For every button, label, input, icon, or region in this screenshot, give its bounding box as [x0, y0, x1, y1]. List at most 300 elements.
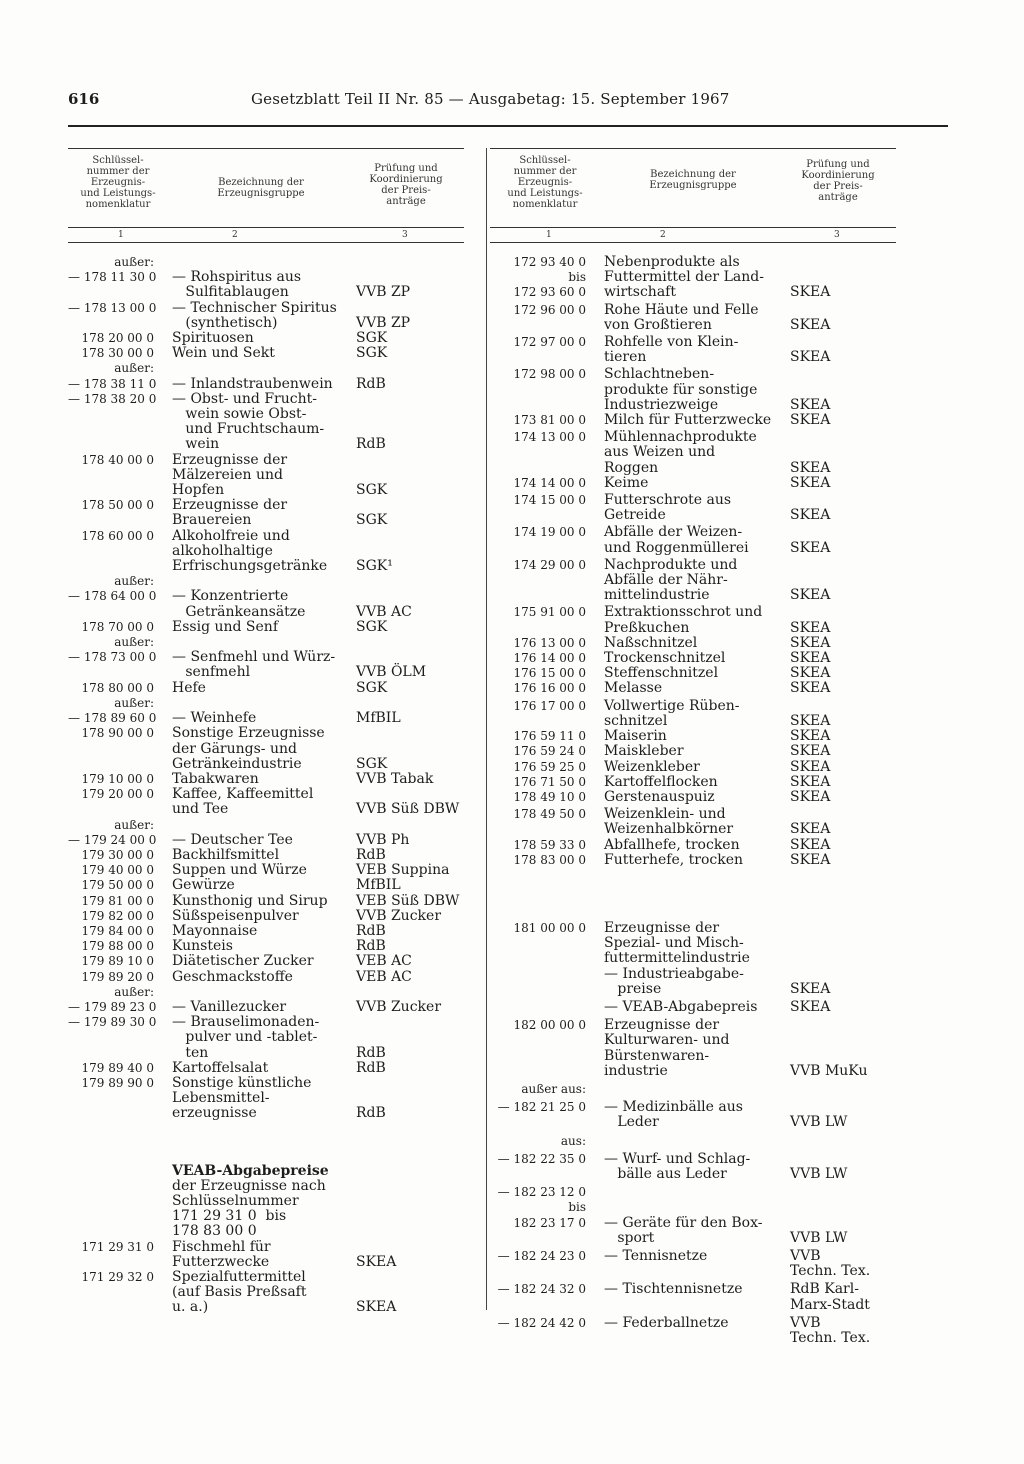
- table-row: [68, 681, 464, 696]
- table-row: [490, 1100, 896, 1130]
- authority: VVB LW: [790, 1165, 848, 1182]
- table-row: [68, 894, 464, 909]
- group-name: Melasse: [604, 680, 663, 697]
- group-name: — Konzentrierte Getränkeansätze: [172, 588, 306, 620]
- table-row: [68, 301, 464, 331]
- table-row: [68, 909, 464, 924]
- group-name: Kaffee, Kaffeemittel und Tee: [172, 786, 314, 818]
- key-number: 171 29 31 0: [81, 1239, 154, 1254]
- left-table-body: [68, 255, 464, 1316]
- authority: VVB ZP: [356, 314, 411, 331]
- group-name: Rohe Häute und Felle von Großtieren: [604, 301, 759, 333]
- authority: SKEA: [790, 665, 831, 682]
- header-rule-right-2: [490, 242, 896, 243]
- right-table-body: [490, 255, 896, 1346]
- authority: VVB LW: [790, 1114, 848, 1131]
- table-row: [68, 650, 464, 680]
- authority: SGK: [356, 755, 388, 772]
- authority: RdB: [356, 1059, 386, 1076]
- key-number: 175 91 00 0: [513, 605, 586, 620]
- group-name: [600, 1134, 786, 1149]
- key-number: 176 17 00 0: [513, 698, 586, 713]
- spacer: [68, 1122, 464, 1164]
- table-row: [490, 921, 896, 997]
- group-name: — Medizinbälle aus Leder: [604, 1099, 743, 1131]
- col2-header-right: Bezeichnung der Erzeugnisgruppe: [649, 169, 737, 191]
- authority: SKEA: [790, 758, 831, 775]
- authority: SKEA: [356, 1299, 397, 1316]
- col2-number-right: 2: [660, 230, 666, 240]
- table-row: [490, 605, 896, 635]
- authority: SKEA: [790, 396, 831, 413]
- group-name: — Senfmehl und Würz- senfmehl: [172, 649, 336, 681]
- authority: RdB Karl- Marx-Stadt: [790, 1281, 870, 1313]
- group-name: Futterhefe, trocken: [604, 851, 744, 868]
- group-name: — Deutscher Tee: [172, 831, 293, 848]
- table-row: [68, 970, 464, 985]
- group-name: — Geräte für den Box- sport: [604, 1214, 763, 1246]
- key-number: 178 80 00 0: [81, 680, 154, 695]
- table-row: [68, 270, 464, 300]
- group-name: — Brauselimonaden- pulver und -tablet- ten: [172, 1014, 320, 1061]
- key-number: 178 70 00 0: [81, 619, 154, 634]
- authority: SKEA: [790, 728, 831, 745]
- group-name: [168, 574, 352, 589]
- table-row: [490, 335, 896, 365]
- key-number: außer:: [114, 255, 154, 269]
- authority: SKEA: [790, 412, 831, 429]
- authority: SKEA: [790, 284, 831, 301]
- key-number: — 182 21 25 0: [497, 1100, 586, 1115]
- table-row: [68, 696, 464, 711]
- table-row: [490, 413, 896, 428]
- key-number: — 182 22 35 0: [497, 1151, 586, 1166]
- key-number: — 178 11 30 0: [68, 270, 157, 285]
- authority: SKEA: [790, 650, 831, 667]
- header-rule-right-1: [490, 227, 896, 228]
- authority: SGK: [356, 330, 388, 347]
- key-number: — 178 89 60 0: [68, 711, 157, 726]
- key-number: außer:: [114, 984, 154, 999]
- authority: VVB Techn. Tex.: [790, 1247, 871, 1280]
- authority: SGK: [356, 618, 388, 635]
- group-name: Milch für Futterzwecke: [604, 412, 772, 429]
- group-name: Weizenklein- und Weizenhalbkörner: [604, 806, 734, 838]
- group-name: — VEAB-Abgabepreis: [604, 998, 758, 1015]
- authority: SKEA: [790, 743, 831, 760]
- key-number: 182 00 00 0: [513, 1018, 586, 1033]
- group-name: — Obst- und Frucht- wein sowie Obst- und Fruchtschaum- wein: [172, 390, 325, 453]
- table-row: [68, 589, 464, 619]
- authority: VVB MuKu: [790, 1062, 868, 1079]
- group-name: Kunsthonig und Sirup: [172, 892, 328, 909]
- table-row: [68, 711, 464, 726]
- table-row: [68, 1000, 464, 1015]
- table-row: [68, 985, 464, 1000]
- table-row: [490, 775, 896, 790]
- authority: VEB Suppina: [356, 862, 450, 879]
- key-number: außer:: [114, 361, 154, 376]
- key-number: — 179 89 23 0: [68, 999, 157, 1014]
- key-number: 179 40 00 0: [81, 863, 154, 878]
- key-number: 181 00 00 0: [513, 920, 586, 935]
- table-row: [490, 1152, 896, 1182]
- table-row: [490, 760, 896, 775]
- authority: SKEA: [790, 316, 831, 333]
- group-name: Trockenschnitzel: [604, 650, 726, 667]
- key-number: außer:: [114, 574, 154, 589]
- group-name: — Technischer Spiritus (synthetisch): [172, 299, 337, 331]
- group-name: Spezialfuttermittel (auf Basis Preßsaft u. a.): [172, 1269, 307, 1316]
- group-name: Erzeugnisse der Spezial- und Misch- futtermittelindustrie — Industrieabgabe- preise: [604, 919, 750, 997]
- group-name: Diätetischer Zucker: [172, 953, 314, 970]
- authority: SKEA: [790, 851, 831, 868]
- left-column: [68, 148, 464, 1316]
- col3-number-right: 3: [834, 230, 840, 240]
- authority: VEB AC: [356, 968, 412, 985]
- key-number: 179 81 00 0: [81, 893, 154, 908]
- table-row: [68, 498, 464, 528]
- table-row: [490, 699, 896, 729]
- group-name: Mayonnaise: [172, 922, 258, 939]
- group-name: Keime: [604, 474, 649, 491]
- authority: SGK: [356, 482, 388, 499]
- key-number: 179 89 90 0: [81, 1075, 154, 1090]
- key-number: 179 50 00 0: [81, 878, 154, 893]
- table-row: [68, 1061, 464, 1076]
- table-row: [490, 493, 896, 523]
- key-number: 179 88 00 0: [81, 939, 154, 954]
- key-number: 178 50 00 0: [81, 498, 154, 513]
- authority: VVB Zucker: [356, 907, 442, 924]
- group-name: [600, 1082, 786, 1097]
- key-number: 172 93 40 0 bis 172 93 60 0: [513, 255, 586, 300]
- table-row: [490, 853, 896, 868]
- group-name: Naßschnitzel: [604, 634, 698, 651]
- group-name: Mühlennachprodukte aus Weizen und Roggen: [604, 429, 757, 476]
- key-number: — 182 24 32 0: [497, 1282, 586, 1297]
- group-name: [168, 255, 352, 270]
- group-name: [168, 818, 352, 833]
- header-rule-1: [68, 227, 464, 228]
- key-number: 178 59 33 0: [513, 837, 586, 852]
- authority: VVB Süß DBW: [356, 801, 460, 818]
- key-number: — 178 73 00 0: [68, 650, 157, 665]
- authority: RdB: [356, 1044, 386, 1061]
- group-name: Kartoffelsalat: [172, 1059, 269, 1076]
- table-row: [490, 525, 896, 555]
- table-row: [490, 651, 896, 666]
- key-number: 178 20 00 0: [81, 331, 154, 346]
- table-row: [490, 1185, 896, 1246]
- group-name: — Weinhefe: [172, 710, 257, 727]
- authority: VVB ZP: [356, 284, 411, 301]
- authority: VVB Zucker: [356, 998, 442, 1015]
- group-name: Sonstige Erzeugnisse der Gärungs- und Getränkeindustrie: [172, 725, 325, 772]
- col3-number: 3: [402, 230, 408, 240]
- group-name: Sonstige künstliche Lebensmittel- erzeugnisse: [172, 1074, 312, 1122]
- table-row: [490, 1282, 896, 1312]
- page-title: Gesetzblatt Teil II Nr. 85 — Ausgabetag: 15. September 1967: [251, 90, 730, 108]
- authority: SKEA: [790, 788, 831, 805]
- authority: VVB ÖLM: [356, 664, 427, 681]
- authority: SKEA: [790, 773, 831, 790]
- key-number: 178 30 00 0: [81, 346, 154, 361]
- veab-heading: VEAB-Abgabepreise: [172, 1162, 329, 1179]
- key-number: 174 19 00 0: [513, 525, 586, 540]
- header-rule-2: [68, 242, 464, 243]
- table-row: [490, 790, 896, 805]
- authority: MfBIL: [356, 877, 401, 894]
- table-row: [490, 1134, 896, 1149]
- table-row: [68, 392, 464, 453]
- authority: SGK: [356, 345, 388, 362]
- key-number: 174 14 00 0: [513, 475, 586, 490]
- key-number: — 178 13 00 0: [68, 300, 157, 315]
- group-name: Essig und Senf: [172, 618, 278, 635]
- group-name: [168, 635, 352, 650]
- authority: SKEA: [790, 349, 831, 366]
- col2-header: Bezeichnung der Erzeugnisgruppe: [217, 177, 305, 199]
- key-number: 179 89 20 0: [81, 969, 154, 984]
- key-number: 176 59 11 0: [513, 729, 586, 744]
- group-name: Extraktionsschrot und Preßkuchen: [604, 604, 763, 636]
- table-row: [68, 453, 464, 499]
- table-row: [68, 726, 464, 772]
- authority: SKEA: [790, 836, 831, 853]
- table-row: [68, 635, 464, 650]
- key-number: 178 60 00 0: [81, 528, 154, 543]
- table-row: [68, 346, 464, 361]
- key-number: 179 20 00 0: [81, 787, 154, 802]
- group-name: Hefe: [172, 679, 206, 696]
- key-number: — 178 38 20 0: [68, 391, 157, 406]
- key-number: 178 83 00 0: [513, 852, 586, 867]
- authority: RdB: [356, 375, 386, 392]
- group-name: Rohfelle von Klein- tieren: [604, 334, 739, 366]
- group-name: — Tischtennisnetze: [604, 1281, 743, 1298]
- table-row: [68, 1015, 464, 1061]
- key-number: — 182 24 42 0: [497, 1315, 586, 1330]
- authority: VEB AC: [356, 953, 412, 970]
- group-name: Erzeugnisse der Mälzereien und Hopfen: [172, 451, 288, 499]
- key-number: 179 82 00 0: [81, 908, 154, 923]
- key-number: 172 98 00 0: [513, 367, 586, 382]
- authority: SKEA: [790, 539, 831, 556]
- key-number: 173 81 00 0: [513, 413, 586, 428]
- key-number: 174 15 00 0: [513, 493, 586, 508]
- table-row: [68, 255, 464, 270]
- key-number: außer aus:: [521, 1081, 586, 1096]
- table-row: [490, 729, 896, 744]
- table-row: [68, 924, 464, 939]
- group-name: Kunsteis: [172, 938, 233, 955]
- group-name: [168, 985, 352, 1000]
- group-name: Abfälle der Weizen- und Roggenmüllerei: [604, 524, 749, 556]
- table-row: [68, 954, 464, 969]
- group-name: Alkoholfreie und alkoholhaltige Erfrischungsgetränke: [172, 527, 328, 575]
- key-number: 176 59 24 0: [513, 744, 586, 759]
- group-name: Gewürze: [172, 877, 235, 894]
- key-number: 172 97 00 0: [513, 335, 586, 350]
- authority: SKEA: [790, 619, 831, 636]
- group-name: Maiskleber: [604, 743, 684, 760]
- group-name: [168, 361, 352, 376]
- authority: VEB Süß DBW: [356, 892, 460, 909]
- authority: SGK: [356, 512, 388, 529]
- col2-number: 2: [232, 230, 238, 240]
- group-name: Tabakwaren: [172, 770, 259, 787]
- authority: RdB: [356, 846, 386, 863]
- group-name: Kartoffelflocken: [604, 773, 718, 790]
- table-row: [68, 529, 464, 575]
- group-name: [168, 696, 352, 711]
- key-number: 178 40 00 0: [81, 452, 154, 467]
- key-number: 176 14 00 0: [513, 651, 586, 666]
- table-row: [490, 681, 896, 696]
- table-row: [68, 939, 464, 954]
- key-number: — 178 38 11 0: [68, 376, 157, 391]
- key-number: — 178 64 00 0: [68, 589, 157, 604]
- authority: RdB: [356, 436, 386, 453]
- table-row: [490, 476, 896, 491]
- table-row: [68, 772, 464, 787]
- authority: VVB Tabak: [356, 770, 434, 787]
- table-row: [68, 863, 464, 878]
- col3-header: Prüfung und Koordinierung der Preis- anträge: [369, 163, 443, 207]
- group-name: Backhilfsmittel: [172, 846, 280, 863]
- table-row: [490, 1018, 896, 1079]
- table-row: [490, 1082, 896, 1097]
- table-header-right: [490, 148, 896, 245]
- veab-text: der Erzeugnisse nach Schlüsselnummer 171 29 31 0 bis 178 83 00 0: [172, 1177, 326, 1240]
- group-name: Wein und Sekt: [172, 345, 275, 362]
- authority: SKEA: [790, 998, 831, 1015]
- authority: SKEA: [790, 507, 831, 524]
- key-number: außer:: [114, 695, 154, 710]
- key-number: 174 13 00 0: [513, 430, 586, 445]
- group-name: Spirituosen: [172, 330, 254, 347]
- authority: RdB: [356, 938, 386, 955]
- table-row: [68, 1076, 464, 1122]
- group-name: — Inlandstraubenwein: [172, 375, 333, 392]
- key-number: außer:: [114, 817, 154, 832]
- table-row: [68, 1240, 464, 1270]
- key-number: [490, 1000, 600, 1015]
- group-name: Schlachtneben- produkte für sonstige Industriezweige: [604, 366, 758, 413]
- table-row: [490, 1000, 896, 1015]
- key-number: 176 15 00 0: [513, 666, 586, 681]
- col3-header-right: Prüfung und Koordinierung der Preis- anträge: [801, 159, 875, 203]
- group-name: Fischmehl für Futterzwecke: [172, 1238, 271, 1270]
- group-name: Vollwertige Rüben- schnitzel: [604, 697, 740, 729]
- table-row: [490, 744, 896, 759]
- key-number: 178 90 00 0: [81, 726, 154, 741]
- col1-number: 1: [118, 230, 124, 240]
- key-number: 179 30 00 0: [81, 847, 154, 862]
- key-number: 178 49 50 0: [513, 807, 586, 822]
- table-row: [490, 430, 896, 476]
- key-number: 179 89 10 0: [81, 954, 154, 969]
- key-number: — 179 24 00 0: [68, 832, 157, 847]
- table-row: [490, 255, 896, 301]
- key-number: 176 59 25 0: [513, 759, 586, 774]
- authority: VVB Techn. Tex.: [790, 1314, 871, 1346]
- group-name: Erzeugnisse der Kulturwaren- und Bürstenwaren- industrie: [604, 1017, 730, 1079]
- key-number: 176 13 00 0: [513, 635, 586, 650]
- group-name: — Vanillezucker: [172, 998, 287, 1015]
- table-row: [68, 361, 464, 376]
- table-row: [68, 620, 464, 635]
- group-name: — Tennisnetze: [604, 1247, 708, 1264]
- table-row: [68, 787, 464, 817]
- table-row: [68, 377, 464, 392]
- authority: RdB: [356, 1105, 386, 1122]
- table-row: [490, 636, 896, 651]
- group-name: — Federballnetze: [604, 1314, 729, 1331]
- group-name: Weizenkleber: [604, 758, 700, 775]
- authority: SGK¹: [356, 558, 393, 575]
- authority: SKEA: [790, 587, 831, 604]
- group-name: Gerstenauspuiz: [604, 788, 715, 805]
- table-header: [68, 148, 464, 245]
- table-row: [490, 666, 896, 681]
- table-row: [490, 1249, 896, 1279]
- authority: SKEA: [790, 634, 831, 651]
- key-number: 179 10 00 0: [81, 771, 154, 786]
- group-name: Steffenschnitzel: [604, 665, 719, 682]
- page-number: 616: [68, 90, 100, 108]
- table-row: [68, 833, 464, 848]
- authority: SKEA: [790, 980, 831, 997]
- table-row: [68, 818, 464, 833]
- authority: SKEA: [790, 474, 831, 491]
- group-name: — Wurf- und Schlag- bälle aus Leder: [604, 1150, 751, 1182]
- table-row: [68, 848, 464, 863]
- key-number: 179 84 00 0: [81, 923, 154, 938]
- table-row: [490, 558, 896, 604]
- table-row: [490, 838, 896, 853]
- key-number: außer:: [114, 635, 154, 650]
- authority: SKEA: [790, 680, 831, 697]
- group-name: Süßspeisenpulver: [172, 907, 299, 924]
- col1-header-right: Schlüssel- nummer der Erzeugnis- und Leistungs- nomenklatur: [507, 155, 583, 210]
- authority: SKEA: [790, 459, 831, 476]
- table-row: [490, 303, 896, 333]
- table-row: [490, 1316, 896, 1346]
- page-header: [68, 90, 948, 112]
- table-row: [68, 331, 464, 346]
- table-row: [68, 1270, 464, 1316]
- group-name: Suppen und Würze: [172, 862, 307, 879]
- group-name: Nachprodukte und Abfälle der Nähr- mittelindustrie: [604, 556, 738, 604]
- table-row: [68, 574, 464, 589]
- authority: RdB: [356, 922, 386, 939]
- key-number: 172 96 00 0: [513, 302, 586, 317]
- group-name: Maiserin: [604, 728, 667, 745]
- authority: VVB Ph: [356, 831, 410, 848]
- key-number: — 182 24 23 0: [497, 1248, 586, 1263]
- veab-heading-row: [68, 1164, 464, 1240]
- key-number: 176 16 00 0: [513, 681, 586, 696]
- group-name: Geschmackstoffe: [172, 968, 293, 985]
- group-name: Abfallhefe, trocken: [604, 836, 740, 853]
- authority: VVB LW: [790, 1229, 848, 1246]
- key-number: — 182 23 12 0 bis 182 23 17 0: [497, 1185, 586, 1230]
- authority: SGK: [356, 679, 388, 696]
- key-number: — 179 89 30 0: [68, 1015, 157, 1030]
- col1-number-right: 1: [546, 230, 552, 240]
